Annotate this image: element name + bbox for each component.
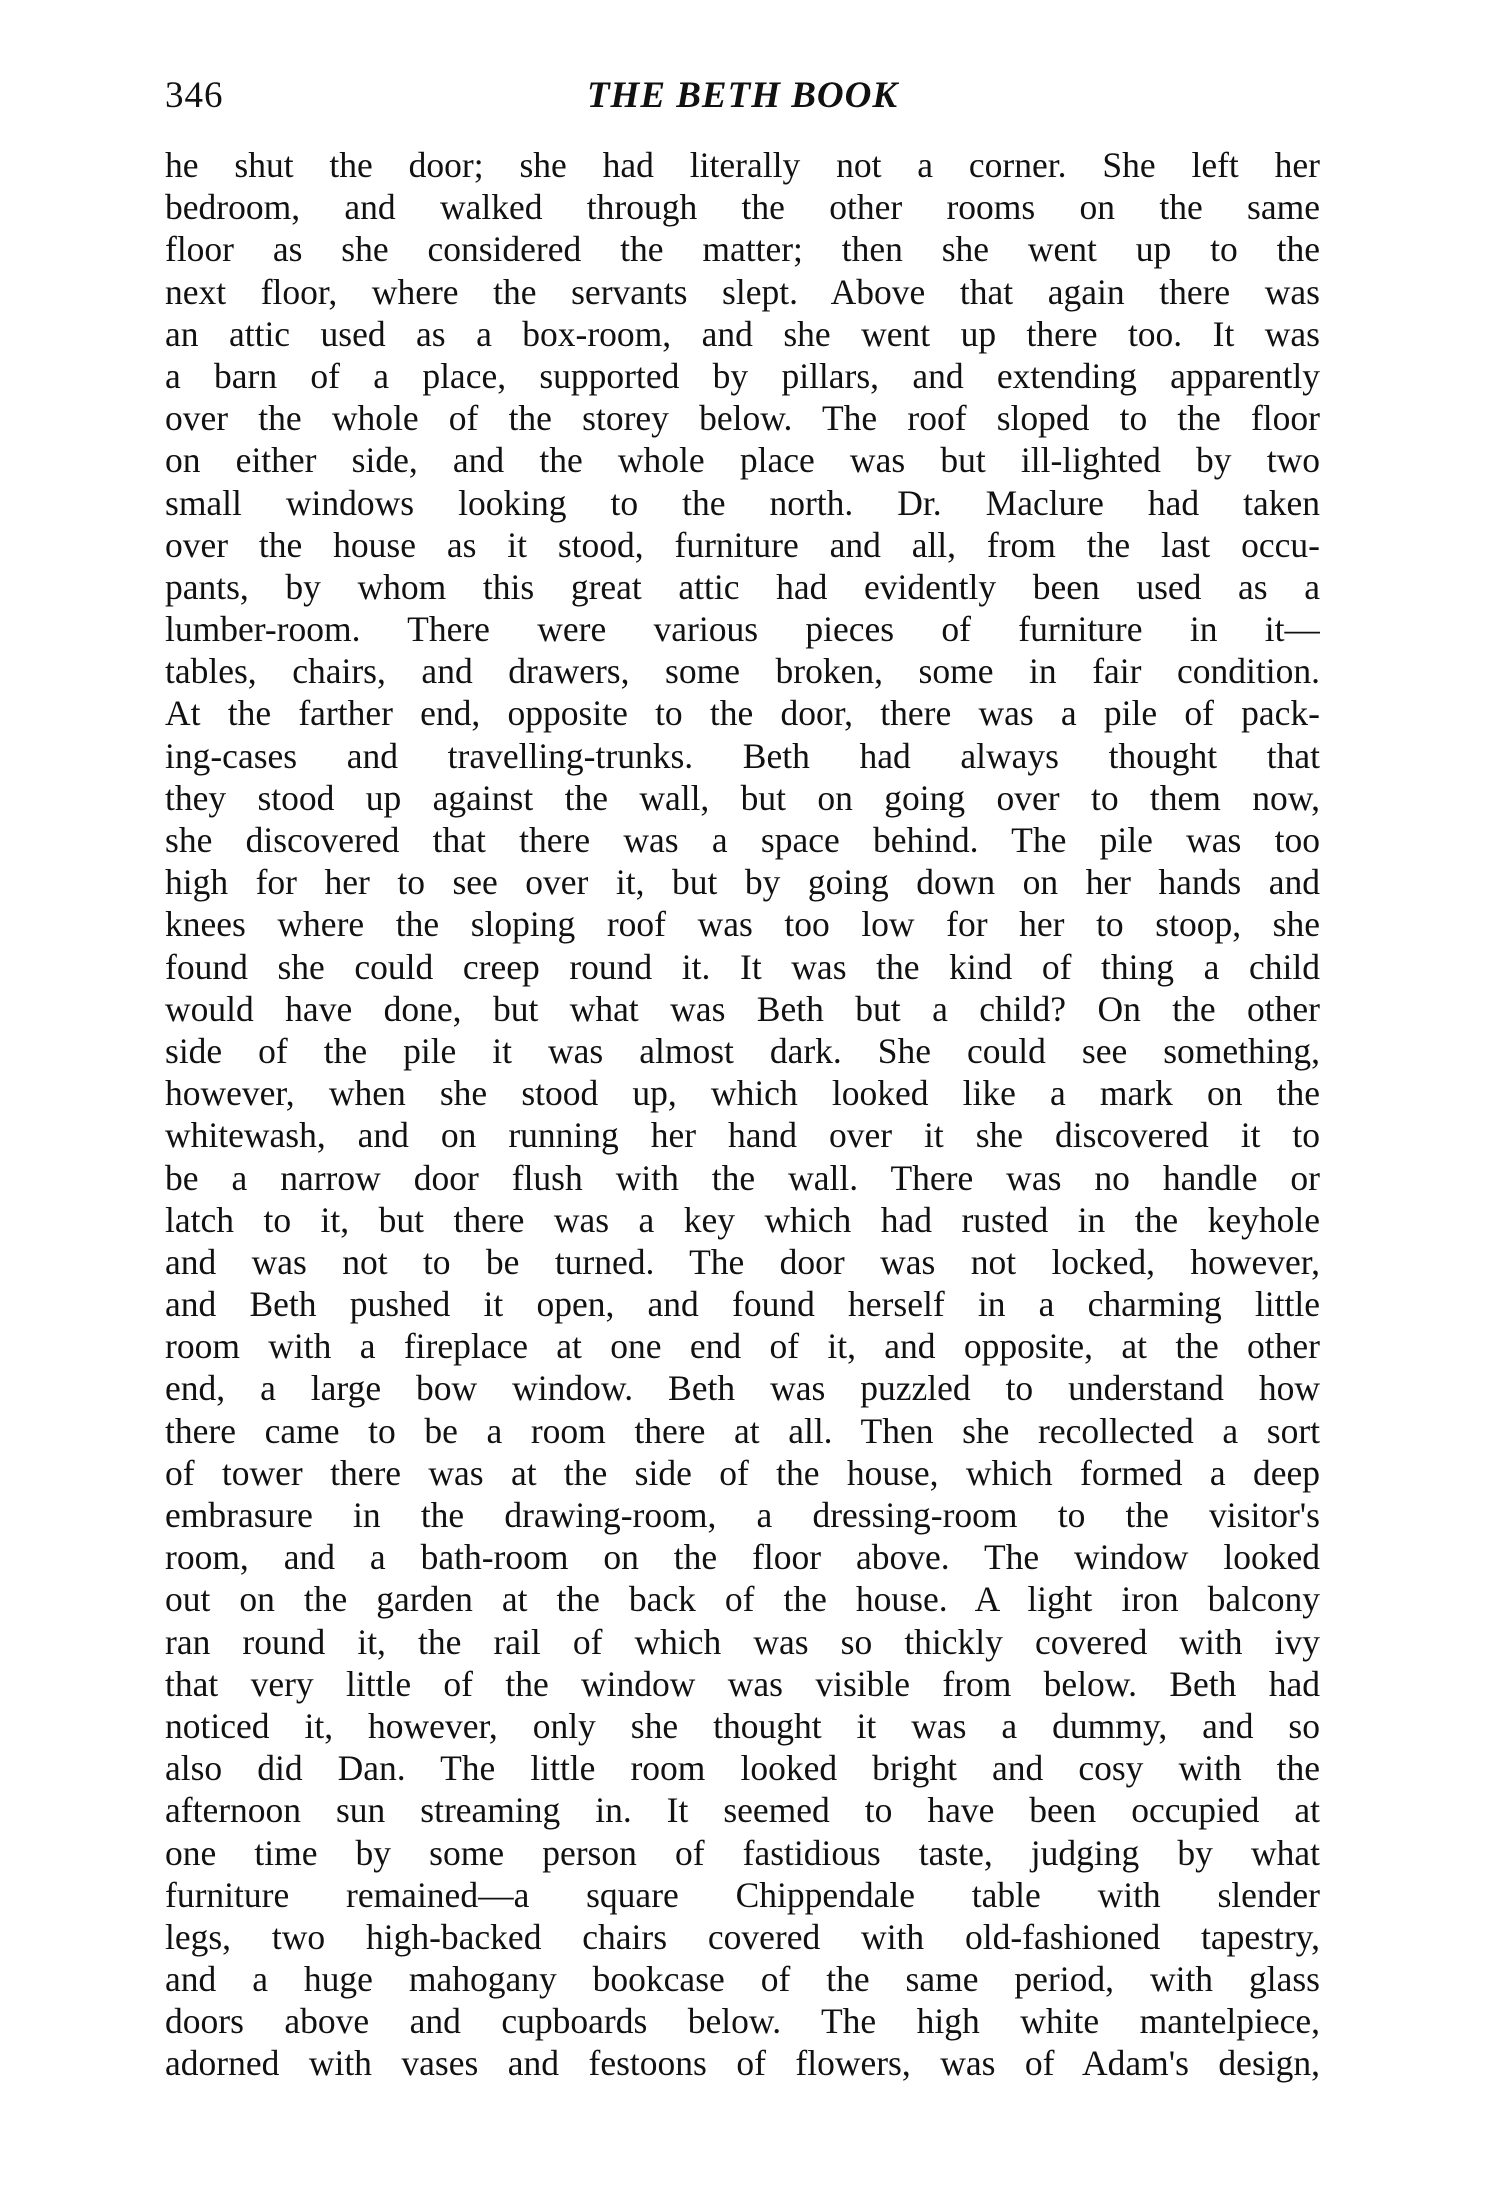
text-line: pants, by whom this great attic had evidently been used as a bbox=[165, 566, 1320, 607]
text-line: one time by some person of fastidious taste, judging by what bbox=[165, 1832, 1320, 1873]
text-line: knees where the sloping roof was too low for her to stoop, she bbox=[165, 904, 1320, 945]
text-line: that very little of the window was visible from below. Beth had bbox=[165, 1663, 1320, 1704]
text-line: out on the garden at the back of the house. A light iron balcony bbox=[165, 1579, 1320, 1620]
text-line: over the house as it stood, furniture and all, from the last occu- bbox=[165, 524, 1320, 565]
text-line: would have done, but what was Beth but a child? On the other bbox=[165, 988, 1320, 1029]
text-line: of tower there was at the side of the house, which formed a deep bbox=[165, 1452, 1320, 1493]
text-line: lumber-room. There were various pieces of furniture in it— bbox=[165, 609, 1320, 650]
text-line: there came to be a room there at all. Then she recollected a sort bbox=[165, 1410, 1320, 1451]
text-line: end, a large bow window. Beth was puzzled to understand how bbox=[165, 1368, 1320, 1409]
text-line: room, and a bath-room on the floor above. The window looked bbox=[165, 1537, 1320, 1578]
text-line: found she could creep round it. It was the kind of thing a child bbox=[165, 946, 1320, 987]
text-line: At the farther end, opposite to the door, there was a pile of pack- bbox=[165, 693, 1320, 734]
text-line: however, when she stood up, which looked like a mark on the bbox=[165, 1073, 1320, 1114]
text-line: ran round it, the rail of which was so thickly covered with ivy bbox=[165, 1621, 1320, 1662]
text-line: afternoon sun streaming in. It seemed to have been occupied at bbox=[165, 1790, 1320, 1831]
text-line: floor as she considered the matter; then she went up to the bbox=[165, 229, 1320, 270]
text-line: they stood up against the wall, but on going over to them now, bbox=[165, 777, 1320, 818]
text-line: next floor, where the servants slept. Above that again there was bbox=[165, 271, 1320, 312]
page-number: 346 bbox=[165, 75, 224, 116]
body-text bbox=[165, 144, 1320, 2085]
text-line: high for her to see over it, but by going down on her hands and bbox=[165, 862, 1320, 903]
running-title: THE BETH BOOK bbox=[586, 75, 899, 116]
text-line: small windows looking to the north. Dr. Maclure had taken bbox=[165, 482, 1320, 523]
text-line: he shut the door; she had literally not a corner. She left her bbox=[165, 145, 1320, 185]
text-line: tables, chairs, and drawers, some broken, some in fair condition. bbox=[165, 651, 1320, 692]
text-line: legs, two high-backed chairs covered with old-fashioned tapestry, bbox=[165, 1916, 1320, 1957]
text-line: furniture remained—a square Chippendale table with slender bbox=[165, 1874, 1320, 1915]
text-line: ing-cases and travelling-trunks. Beth had always thought that bbox=[165, 735, 1320, 776]
text-line: side of the pile it was almost dark. She could see something, bbox=[165, 1030, 1320, 1071]
text-line: bedroom, and walked through the other rooms on the same bbox=[165, 187, 1320, 228]
text-line: latch to it, but there was a key which had rusted in the keyhole bbox=[165, 1199, 1320, 1240]
text-line: she discovered that there was a space behind. The pile was too bbox=[165, 820, 1320, 860]
running-head bbox=[165, 72, 1320, 120]
text-line: be a narrow door flush with the wall. There was no handle or bbox=[165, 1157, 1320, 1198]
text-line: on either side, and the whole place was but ill-lighted by two bbox=[165, 440, 1320, 481]
text-line: and a huge mahogany bookcase of the same period, with glass bbox=[165, 1959, 1320, 2000]
text-line: an attic used as a box-room, and she went up there too. It was bbox=[165, 313, 1320, 354]
text-line: whitewash, and on running her hand over it she discovered it to bbox=[165, 1115, 1320, 1156]
text-line: and was not to be turned. The door was not locked, however, bbox=[165, 1241, 1320, 1282]
text-line: doors above and cupboards below. The high white mantelpiece, bbox=[165, 2001, 1320, 2042]
text-line: adorned with vases and festoons of flowers, was of Adam's design, bbox=[165, 2043, 1320, 2084]
text-line: room with a fireplace at one end of it, and opposite, at the other bbox=[165, 1326, 1320, 1367]
text-line: embrasure in the drawing-room, a dressing-room to the visitor's bbox=[165, 1495, 1320, 1535]
text-line: and Beth pushed it open, and found herself in a charming little bbox=[165, 1284, 1320, 1325]
text-line: noticed it, however, only she thought it was a dummy, and so bbox=[165, 1705, 1320, 1746]
text-line: also did Dan. The little room looked bright and cosy with the bbox=[165, 1748, 1320, 1789]
text-line: a barn of a place, supported by pillars, and extending apparently bbox=[165, 355, 1320, 396]
text-line: over the whole of the storey below. The roof sloped to the floor bbox=[165, 398, 1320, 439]
